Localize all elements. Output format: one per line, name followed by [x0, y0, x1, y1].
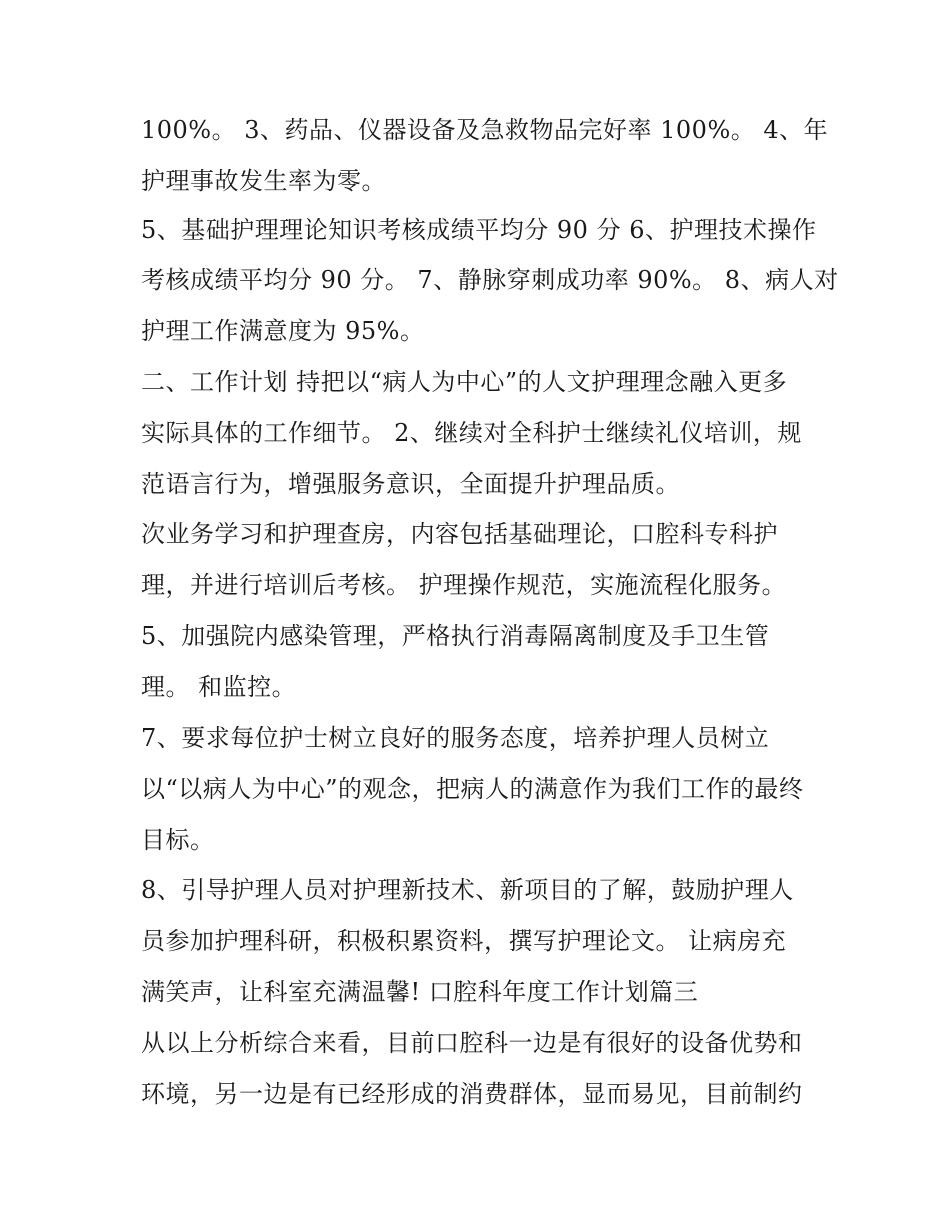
text-line: 范语言行为，增强服务意识，全面提升护理品质。 — [141, 470, 680, 498]
text-line: 满笑声，让科室充满温馨! 口腔科年度工作计划篇三 — [141, 978, 699, 1006]
text-line: 7、要求每位护士树立良好的服务态度，培养护理人员树立 — [141, 724, 770, 752]
text-line: 二、工作计划 持把以“病人为中心”的人文护理理念融入更多 — [141, 368, 788, 396]
text-line: 5、基础护理理论知识考核成绩平均分 90 分 6、护理技术操作 — [141, 216, 817, 244]
text-line: 5、加强院内感染管理，严格执行消毒隔离制度及手卫生管 — [141, 622, 770, 650]
text-line: 护理工作满意度为 95%。 — [141, 317, 425, 345]
text-line: 环境，另一边是有已经形成的消费群体，显而易见，目前制约 — [141, 1080, 803, 1108]
text-line: 员参加护理科研，积极积累资料，撰写护理论文。 让病房充 — [141, 927, 787, 955]
text-line: 护理事故发生率为零。 — [141, 167, 386, 195]
text-line: 理，并进行培训后考核。 护理操作规范，实施流程化服务。 — [141, 571, 787, 599]
text-line: 从以上分析综合来看，目前口腔科一边是有很好的设备优势和 — [141, 1029, 803, 1057]
text-line: 实际具体的工作细节。 2、继续对全科护士继续礼仪培训，规 — [141, 419, 802, 447]
text-line: 理。 和监控。 — [141, 673, 297, 701]
text-line: 次业务学习和护理查房，内容包括基础理论，口腔科专科护 — [141, 520, 778, 548]
text-line: 8、引导护理人员对护理新技术、新项目的了解，鼓励护理人 — [141, 876, 794, 904]
text-line: 以“以病人为中心”的观念，把病人的满意作为我们工作的最终 — [141, 775, 804, 803]
text-line: 考核成绩平均分 90 分。 7、静脉穿刺成功率 90%。 8、病人对 — [141, 266, 839, 294]
text-line: 100%。 3、药品、仪器设备及急救物品完好率 100%。 4、年 — [141, 116, 829, 144]
text-line: 目标。 — [141, 826, 215, 854]
